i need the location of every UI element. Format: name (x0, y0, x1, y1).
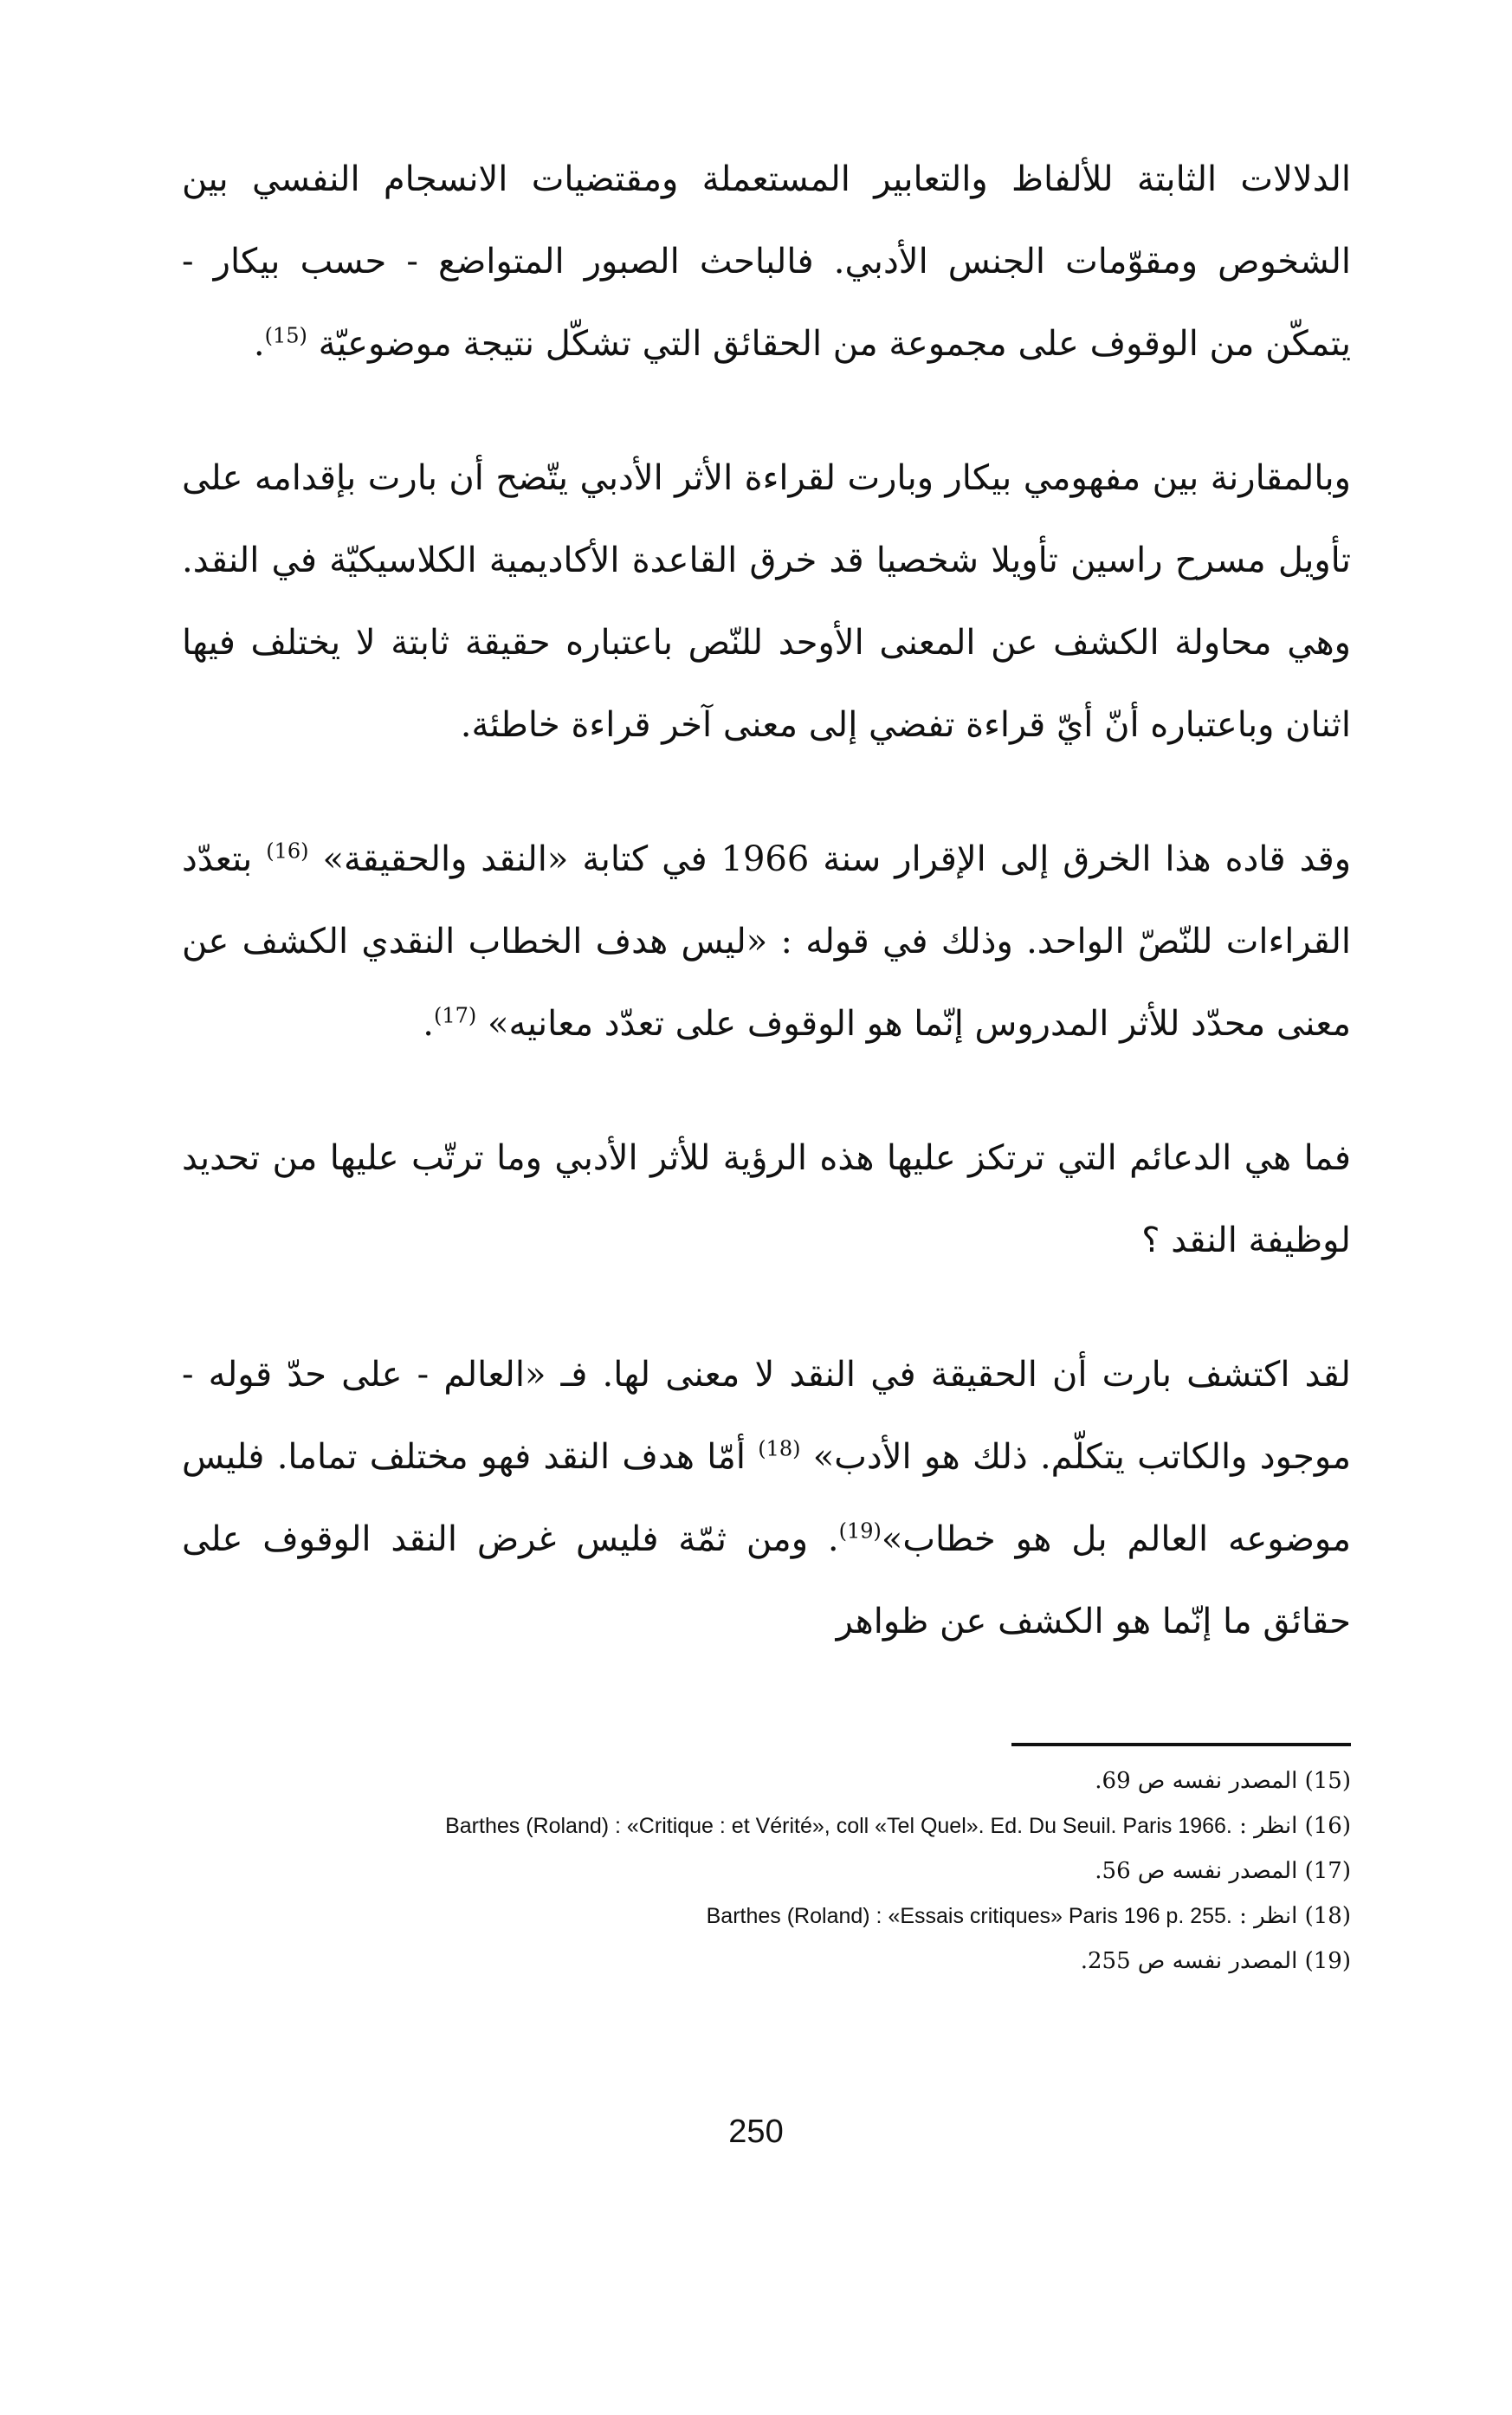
footnote-divider (1011, 1743, 1351, 1746)
footnote-ref-16: (16) (266, 838, 309, 864)
footnote-ref-15: (15) (264, 323, 307, 348)
footnote-number: (15) (1304, 1768, 1351, 1794)
paragraph-1-end: . (253, 324, 265, 364)
paragraph-4 (182, 1117, 1351, 1282)
footnote-text: انظر : (1239, 1903, 1298, 1929)
paragraph-2 (182, 437, 1351, 767)
footnote-number: (19) (1304, 1948, 1351, 1974)
paragraph-1-text: الدلالات الثابتة للألفاظ والتعابير المستعملة ومقتضيات الانسجام النفسي بين الشخوص ومقوّمات الجنس الأدبي. فالباحث الصبور المتواضع - حسب بيكار - يتمكّن من الوقوف على مجموعة من الحقائق التي تشكّل نتيجة موضوعيّة (182, 159, 1351, 364)
footnote-16 (182, 1808, 1351, 1844)
page-number: 250 (728, 2114, 784, 2150)
footnote-text: المصدر نفسه ص 69. (1095, 1768, 1298, 1794)
footnote-18 (182, 1898, 1351, 1934)
footnote-ref-19: (19) (838, 1518, 882, 1544)
paragraph-3-text-a: وقد قاده هذا الخرق إلى الإقرار سنة 1966 في كتابة «النقد والحقيقة» (322, 839, 1352, 879)
paragraph-3 (182, 819, 1351, 1065)
paragraph-4-text: فما هي الدعائم التي ترتكز عليها هذه الرؤية للأثر الأدبي وما ترتّب عليها من تحديد لوظيفة النقد ؟ (182, 1138, 1351, 1260)
paragraph-3-text-b: بتعدّد القراءات للنّصّ الواحد. وذلك في قوله : «ليس هدف الخطاب النقدي الكشف عن معنى محدّد للأثر المدروس إنّما هو الوقوف على تعدّد معانيه» (182, 839, 1351, 1044)
footnote-text: المصدر نفسه ص 56. (1095, 1858, 1298, 1884)
footnote-19 (182, 1943, 1351, 1979)
paragraph-5-text-c: . ومن ثمّة فليس غرض النقد الوقوف على حقائق ما إنّما هو الكشف عن ظواهر (182, 1519, 1351, 1641)
footnote-number: (18) (1304, 1903, 1351, 1929)
paragraph-3-end: . (423, 1004, 434, 1044)
paragraph-1 (182, 139, 1351, 385)
main-text (182, 139, 1351, 1663)
footnote-number: (17) (1304, 1858, 1351, 1884)
footnote-17 (182, 1853, 1351, 1889)
footnote-citation: Barthes (Roland) : «Essais critiques» Paris 196 p. 255. (706, 1904, 1232, 1928)
footnotes (182, 1763, 1351, 1988)
paragraph-5 (182, 1334, 1351, 1663)
paragraph-5-text-b: أمّا هدف النقد فهو مختلف تماما. فليس موضوعه العالم بل هو خطاب» (182, 1437, 1351, 1559)
footnote-ref-18: (18) (758, 1436, 801, 1461)
footnote-citation: Barthes (Roland) : «Critique : et Vérité», coll «Tel Quel». Ed. Du Seuil. Paris 1966. (445, 1814, 1232, 1838)
paragraph-5-text-a: لقد اكتشف بارت أن الحقيقة في النقد لا معنى لها. فـ «العالم - على حدّ قوله - موجود والكاتب يتكلّم. ذلك هو الأدب» (182, 1355, 1351, 1477)
footnote-text: انظر : (1239, 1813, 1298, 1839)
paragraph-2-text: وبالمقارنة بين مفهومي بيكار وبارت لقراءة الأثر الأدبي يتّضح أن بارت بإقدامه على تأويل مسرح راسين تأويلا شخصيا قد خرق القاعدة الأكاديمية الكلاسيكيّة في النقد. وهي محاولة الكشف عن المعنى الأوحد للنّص باعتباره حقيقة ثابتة لا يختلف فيها اثنان وباعتباره أنّ أيّ قراءة تفضي إلى معنى آخر قراءة خاطئة. (182, 458, 1351, 745)
footnote-ref-17: (17) (433, 1003, 477, 1028)
footnote-text: المصدر نفسه ص 255. (1080, 1948, 1298, 1974)
footnote-number: (16) (1304, 1813, 1351, 1839)
footnote-15 (182, 1763, 1351, 1799)
